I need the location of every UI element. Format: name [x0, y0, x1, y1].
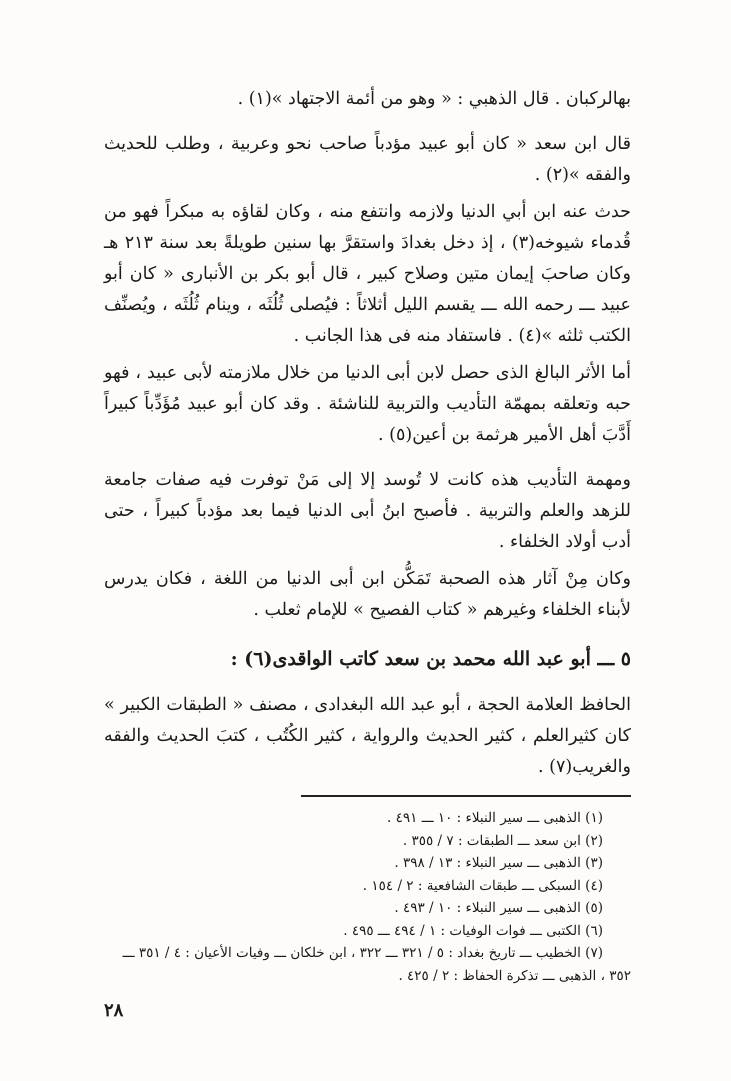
paragraph-4: أما الأثر البالغ الذى حصل لابن أبى الدنيا من خلال ملازمته لأبى عبيد ، فهو حبه وتعلقه بمهمّة التأديب والتربية للناشئة . وقد كان أبو عبيد مُؤَدِّباً كبيراً أَدَّبَ أهل الأمير هرثمة بن أعين(٥) . — [104, 363, 631, 445]
paragraph-7: الحافظ العلامة الحجة ، أبو عبد الله البغدادى ، مصنف « الطبقات الكبير » كان كثيرالعلم ، كثير الحديث والرواية ، كثير الكُتُب ، كتبَ الحديث والفقه والغريب(٧) . — [104, 695, 631, 777]
footnote-1: (١) الذهبى ـــ سير النبلاء : ١٠ ـــ ٤٩١ . — [387, 810, 603, 826]
paragraph-5: ومهمة التأديب هذه كانت لا تُوسد إلا إلى مَنْ توفرت فيه صفات جامعة للزهد والعلم والتربية . فأصبح ابنُ أبى الدنيا فيما بعد مؤدباً كبيراً ، حتى أدب أولاد الخلفاء . — [104, 470, 631, 552]
footnote-3: (٣) الذهبى ـــ سير النبلاء : ١٣ / ٣٩٨ . — [394, 855, 603, 871]
footnote-6: (٦) الكتبى ـــ فوات الوفيات : ١ / ٤٩٤ ـــ ٤٩٥ . — [343, 922, 603, 939]
paragraph-6: وكان مِنْ آثار هذه الصحبة تَمَكُّن ابن أبى الدنيا من اللغة ، فكان يدرس لأبناء الخلفاء وغيرهم « كتاب الفصيح » للإمام ثعلب . — [104, 569, 631, 620]
footnote-7: (٧) الخطيب ـــ تاريخ بغداد : ٥ / ٣٢١ ـــ ٣٢٢ ، ابن خلكان ـــ وفيات الأعيان : ٤ / ٣٥١ ـــ ٣٥٢ ، الذهبى ـــ تذكرة الحفاظ : ٢ / ٤٢٥ . — [122, 945, 631, 984]
paragraph-2: قال ابن سعد « كان أبو عبيد مؤدباً صاحب نحو وعربية ، وطلب للحديث والفقه »(٢) . — [104, 134, 631, 185]
section-heading: ٥ ـــ أبو عبد الله محمد بن سعد كاتب الواقدى(٦) : — [230, 648, 631, 670]
footnote-2: (٢) ابن سعد ـــ الطبقات : ٧ / ٣٥٥ . — [402, 832, 603, 849]
footnote-4: (٤) السبكى ـــ طبقات الشافعية : ٢ / ١٥٤ . — [362, 877, 603, 894]
paragraph-1: بهالركبان . قال الذهبي : « وهو من أئمة الاجتهاد »(١) . — [237, 89, 631, 109]
page-number: ٢٨ — [104, 1000, 124, 1021]
paragraph-3: حدث عنه ابن أبي الدنيا ولازمه وانتفع منه ، وكان لقاؤه به مبكراً فهو من قُدماء شيوخه(٣) ، إذ دخل بغدادَ واستقرَّ بها سنين طويلةً بعد سنة ٢١٣ هـ وكان صاحبَ إيمان متين وصلاح كبير ، قال أبو بكر بن الأنبارى « كان أبو عبيد ـــ رحمه الله ـــ يقسم الليل أثلاثاً : فيُصلى ثُلُثَه ، وينام ثُلُثَه ، ويُصنِّف الكتب ثلثه »(٤) . فاستفاد منه فى هذا الجانب . — [104, 202, 632, 346]
footnotes — [104, 807, 631, 987]
footnote-separator-wrap — [104, 789, 631, 803]
footnote-separator — [301, 795, 631, 797]
footnote-5: (٥) الذهبى ـــ سير النبلاء : ١٠ / ٤٩٣ . — [394, 900, 603, 916]
